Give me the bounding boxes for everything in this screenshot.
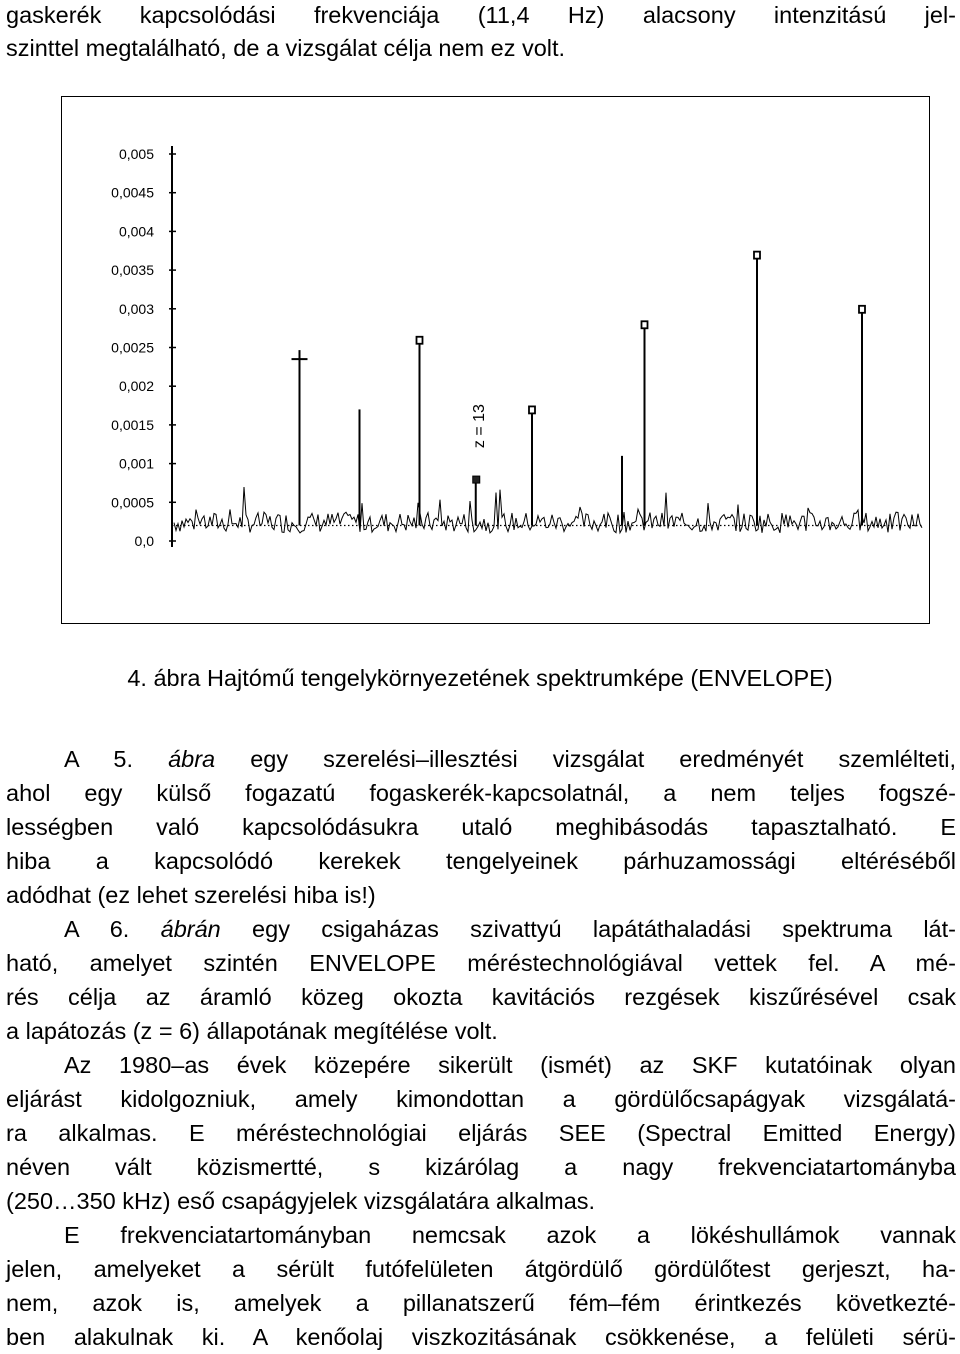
y-tick-label: 0,003 [118, 300, 154, 317]
body-text-line [6, 742, 956, 776]
body-text-line: gaskerék kapcsolódási frekvenciája (11,4 Hz) alacsony intenzitású jel- [6, 2, 956, 28]
text-run: egy szerelési–illesztési vizsgálat eredményét szemlélteti, [215, 746, 956, 772]
y-tick-label: 0,0025 [111, 339, 154, 356]
peak-marker-filled [473, 476, 480, 483]
body-text-line: adódhat (ez lehet szerelési hiba is!) [6, 882, 376, 908]
figure-ref: ábrán [160, 916, 221, 942]
peak-marker-square [859, 306, 865, 313]
body-text-line: jelen, amelyeket a sérült futófelületen átgördülő gördülőtest gerjeszt, ha- [6, 1256, 956, 1282]
z-annotation: z = 13 [470, 404, 488, 449]
y-tick-label: 0,0015 [111, 416, 154, 433]
peak-marker-square [417, 337, 423, 344]
text-run: A 6. [64, 916, 161, 942]
body-text-line: ható, amelyet szintén ENVELOPE méréstechnológiával vettek fel. A mé- [6, 950, 956, 976]
spectrum-figure [61, 96, 930, 624]
body-text-line: ra alkalmas. E méréstechnológiai eljárás SEE (Spectral Emitted Energy) [6, 1120, 956, 1146]
y-tick-label: 0,0035 [111, 262, 154, 279]
peak-marker-square [754, 252, 760, 259]
figure-ref: ábra [168, 746, 216, 772]
body-text-line: eljárást kidolgozniuk, amely kimondottan a gördülőcsapágyak vizsgálatá- [6, 1086, 956, 1112]
figure-caption: 4. ábra Hajtómű tengelykörnyezetének spektrumképe (ENVELOPE) [127, 665, 833, 691]
peak-marker-square [529, 406, 535, 413]
body-text-line [64, 912, 956, 946]
y-tick-label: 0,0045 [111, 184, 154, 201]
body-text-line: Az 1980–as évek közepére sikerült (ismét) az SKF kutatóinak olyan [64, 1052, 956, 1078]
y-tick-label: 0,005 [118, 146, 154, 162]
para1-start [6, 746, 956, 772]
y-tick-label: 0,0 [134, 533, 154, 549]
body-text-line: lességben való kapcsolódásukra utaló meghibásodás tapasztalható. E [6, 814, 956, 840]
body-text-line: a lapátozás (z = 6) állapotának megítélése volt. [6, 1018, 498, 1044]
y-tick-label: 0,004 [118, 223, 154, 240]
body-text-line: (250…350 kHz) eső csapágyjelek vizsgálatára alkalmas. [6, 1188, 596, 1214]
body-text-line: néven vált közismertté, s kizárólag a nagy frekvenciatartományba [6, 1154, 956, 1180]
spectrum-chart [62, 97, 928, 622]
peak-marker-square [642, 321, 648, 328]
body-text-line: nem, azok is, amelyek a pillanatszerű fém–fém érintkezés következté- [6, 1290, 956, 1316]
body-text-line: ben alakulnak ki. A kenőolaj viszkozitásának csökkenése, a felületi sérü- [6, 1324, 956, 1350]
y-tick-label: 0,001 [118, 455, 154, 472]
body-text-line: rés célja az áramló közeg okozta kavitációs rezgések kiszűrésével csak [6, 984, 956, 1010]
body-text-line: hiba a kapcsolódó kerekek tengelyeinek párhuzamossági eltéréséből [6, 848, 956, 874]
text-run: egy csigaházas szivattyú lapátáthaladási spektruma lát- [220, 916, 956, 942]
body-text-line: ahol egy külső fogazatú fogaskerék-kapcsolatnál, a nem teljes fogszé- [6, 780, 956, 806]
text-run: A 5. [64, 746, 169, 772]
y-tick-label: 0,0005 [111, 494, 154, 511]
body-text-line: szinttel megtalálható, de a vizsgálat célja nem ez volt. [6, 35, 566, 61]
y-tick-label: 0,002 [118, 378, 154, 395]
body-text-line: E frekvenciatartományban nemcsak azok a lökéshullámok vannak [64, 1222, 956, 1248]
